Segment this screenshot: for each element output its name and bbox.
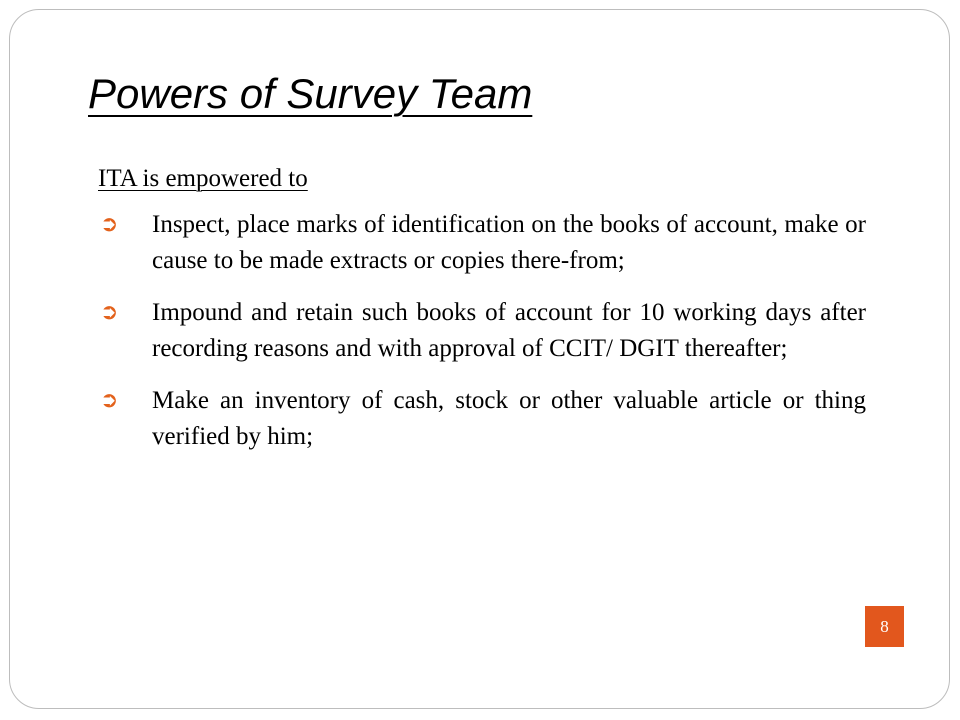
bullet-list bbox=[100, 207, 866, 471]
orange-arrow-right-icon: ➲ bbox=[100, 212, 119, 237]
slide-title: Powers of Survey Team bbox=[88, 70, 533, 117]
bullet-item bbox=[100, 207, 866, 279]
bullet-text: Impound and retain such books of account for 10 working days after recording reasons and with approval of CCIT/ DGIT thereafter; bbox=[152, 299, 866, 362]
orange-arrow-right-icon: ➲ bbox=[100, 300, 119, 325]
bullet-text: Inspect, place marks of identification on the books of account, make or cause to be made extracts or copies there-from; bbox=[152, 211, 866, 274]
bullet-item bbox=[100, 383, 866, 455]
intro-text: ITA is empowered to bbox=[98, 165, 308, 192]
bullet-item bbox=[100, 295, 866, 367]
page-number-badge: 8 bbox=[865, 606, 904, 647]
bullet-text: Make an inventory of cash, stock or other valuable article or thing verified by him; bbox=[152, 387, 866, 450]
orange-arrow-right-icon: ➲ bbox=[100, 388, 119, 413]
